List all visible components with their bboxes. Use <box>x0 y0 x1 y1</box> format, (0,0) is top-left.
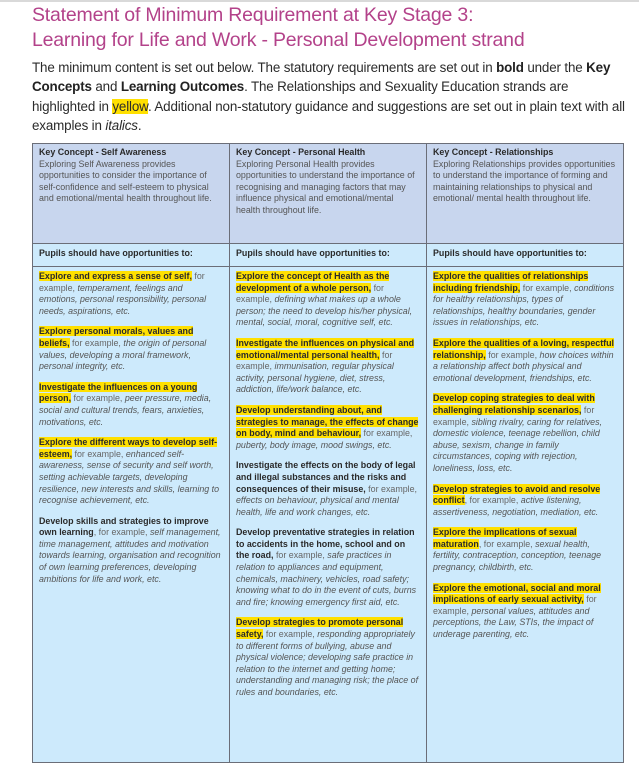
subheader-cell <box>230 244 427 267</box>
learning-outcome-item <box>39 382 223 428</box>
key-concept-description: Exploring Relationships provides opportunities to understand the importance of forming and maintaining relationships to physical and emotional/ mental health throughout life. <box>433 158 616 204</box>
key-concept-title: Key Concept - Self Awareness <box>39 147 167 157</box>
learning-outcome-item <box>39 326 223 372</box>
statutory-statement: Investigate the effects on the body of legal and illegal substances and the risks and consequences of their misuse, <box>236 460 416 494</box>
for-example-lead: for example, <box>263 629 318 640</box>
for-example-lead: for example, <box>365 483 418 494</box>
for-example-lead: for example, <box>39 271 205 293</box>
examples-text: enhanced self-awareness, sense of security and self worth, setting achievable targets, developing resilience, new interests and skills, learning to recognise achievement, etc. <box>39 448 220 506</box>
intro-paragraph <box>32 58 632 135</box>
subheader-cell <box>33 244 230 267</box>
statutory-statement-rse-highlighted: Explore the emotional, social and moral implications of early sexual activity, <box>433 582 601 605</box>
intro-text-1: The minimum content is set out below. The statutory requirements are set out in <box>32 60 497 75</box>
examples-text: the origin of personal values, developing a moral framework, personal integrity, etc. <box>39 337 207 372</box>
page-title: Statement of Minimum Requirement at Key Stage 3: <box>32 4 474 26</box>
for-example-lead: , for example, <box>478 538 536 549</box>
subheader-label: Pupils should have opportunities to: <box>39 248 193 258</box>
learning-outcome-item <box>236 271 420 329</box>
examples-text: responding appropriately to different forms of bullying, abuse and physical violence; developing safe practice in relation to the internet and getting home; understanding and managing risk; the place of rules and boundaries, etc. <box>236 629 419 697</box>
for-example-lead: for example, <box>433 404 595 427</box>
intro-text-4: . The Relationships and Sexuality Education strands are highlighted in <box>32 79 569 114</box>
learning-outcome-item <box>39 271 223 317</box>
statutory-statement-rse-highlighted: Investigate the influences on physical and emotional/mental personal health, <box>236 337 415 360</box>
learning-outcome-item <box>433 271 617 329</box>
for-example-lead: for example, <box>236 349 393 372</box>
learning-outcomes-relationships <box>427 267 624 763</box>
learning-outcomes-row <box>33 267 624 763</box>
subheader-cell <box>427 244 624 267</box>
for-example-lead: for example, <box>520 282 575 293</box>
examples-text: defining what makes up a whole person; the need to develop his/her physical, mental, social, moral, cognitive self, etc. <box>236 294 413 328</box>
intro-italic: italics <box>105 117 138 133</box>
subheader-row <box>33 244 624 267</box>
key-concept-cell <box>33 144 230 244</box>
statutory-statement-rse-highlighted: Explore the implications of sexual maturation <box>433 527 577 549</box>
subheader-label: Pupils should have opportunities to: <box>433 248 587 258</box>
key-concept-description: Exploring Self Awareness provides opportunities to consider the importance of self-confidence and self-esteem to physical and emotional/mental health throughout life. <box>39 158 212 204</box>
examples-text: personal values, attitudes and perceptions, the Law, STIs, the impact of underage parenting, etc. <box>433 605 594 640</box>
for-example-lead: , for example, <box>464 495 521 506</box>
key-concept-cell <box>230 144 427 244</box>
learning-outcome-item <box>236 617 420 698</box>
requirements-table <box>32 143 624 763</box>
statutory-statement-rse-highlighted: Develop strategies to promote personal safety, <box>236 617 404 640</box>
statutory-statement-rse-highlighted: Develop understanding about, and strategies to manage, the effects of change on body, mind and behaviour, <box>236 404 419 439</box>
learning-outcome-item <box>433 393 617 474</box>
for-example-lead: for example, <box>361 428 413 439</box>
learning-outcome-item <box>433 484 617 519</box>
examples-text: puberty, body image, mood swings, etc. <box>236 439 392 450</box>
for-example-lead: , for example, <box>93 527 150 538</box>
examples-text: peer pressure, media, social and cultural trends, fears, anxieties, motivations, etc. <box>39 393 212 427</box>
intro-text-5: . Additional non-statutory guidance and suggestions are set out in plain text with all examples in <box>32 98 625 133</box>
intro-text-2: under the <box>523 60 587 75</box>
intro-text-6: . <box>137 117 142 133</box>
learning-outcome-item <box>433 527 617 573</box>
statutory-statement-rse-highlighted: Investigate the influences on a young person, <box>39 381 198 404</box>
page-subtitle: Learning for Life and Work - Personal Development strand <box>32 29 525 51</box>
intro-highlight-yellow: yellow <box>112 98 148 114</box>
for-example-lead: for example, <box>485 349 540 360</box>
statutory-statement-rse-highlighted: Develop strategies to avoid and resolve conflict <box>433 483 601 506</box>
statutory-statement-rse-highlighted: Develop coping strategies to deal with challenging relationship scenarios, <box>433 393 595 415</box>
statutory-statement-rse-highlighted: Explore the qualities of a loving, respectful relationship, <box>433 337 614 360</box>
statutory-statement-rse-highlighted: Explore the different ways to develop self-esteem, <box>39 437 218 459</box>
for-example-lead: for example, <box>69 337 124 348</box>
examples-text: self management, time management, attitudes and motivation towards learning, organisation and recognition of own learning preferences, developing ambitions for life and work, etc. <box>39 527 221 584</box>
learning-outcome-item <box>433 583 617 641</box>
examples-text: how choices within a relationship affect both physical and emotional development, friendships, etc. <box>433 349 614 383</box>
intro-text-3: and <box>91 79 121 95</box>
examples-text: effects on behaviour, physical and mental health, life and work changes, etc. <box>236 495 399 517</box>
intro-bold-learning-outcomes: Learning Outcomes <box>120 79 245 95</box>
learning-outcome-item <box>236 405 420 451</box>
key-concept-description: Exploring Personal Health provides opportunities to understand the importance of recognising and managing factors that may influence physical and emotional/mental health throughout life. <box>236 158 415 215</box>
key-concept-title: Key Concept - Relationships <box>433 147 554 157</box>
for-example-lead: for example, <box>433 594 597 616</box>
for-example-lead: for example, <box>71 393 125 404</box>
examples-text: sibling rivalry, caring for relatives, domestic violence, teenage rebellion, child abuse, sexism, change in family circumstances, coping with rejection, loneliness, loss, etc. <box>433 416 603 473</box>
learning-outcome-item <box>236 338 420 396</box>
statutory-statement-rse-highlighted: Explore personal morals, values and beliefs, <box>39 326 194 348</box>
statutory-statement-rse-highlighted: Explore and express a sense of self, <box>39 271 192 281</box>
subheader-label: Pupils should have opportunities to: <box>236 248 390 258</box>
learning-outcome-item <box>39 437 223 507</box>
examples-text: safe practices in relation to appliances and equipment, chemicals, machinery, vehicles, road safety; knowing what to do in the event of cuts, burns and fire; knowing emergency first aid, etc. <box>236 550 417 607</box>
intro-bold-bold: bold <box>496 60 524 75</box>
statutory-statement-rse-highlighted: Explore the qualities of relationships including friendship, <box>433 271 589 293</box>
examples-text: active listening, assertiveness, negotiation, mediation, etc. <box>433 495 599 517</box>
examples-text: conditions for healthy relationships, types of relationships, healthy boundaries, gender issues in relationships, etc. <box>433 282 615 328</box>
statutory-statement: Develop preventative strategies in relation to accidents in the home, school and on the road, <box>236 527 415 561</box>
statutory-statement-rse-highlighted: Explore the concept of Health as the development of a whole person, <box>236 271 390 293</box>
learning-outcome-item <box>39 516 223 586</box>
key-concepts-row <box>33 144 624 244</box>
top-divider <box>0 0 639 2</box>
examples-text: sexual health, fertility, contraception, conception, teenage pregnancy, childbirth, etc. <box>433 538 602 573</box>
statutory-statement: Develop skills and strategies to improve own learning <box>39 515 209 538</box>
for-example-lead: for example, <box>236 282 384 305</box>
learning-outcomes-self-awareness <box>33 267 230 763</box>
learning-outcome-item <box>236 527 420 608</box>
examples-text: immunisation, regular physical activity, personal hygiene, diet, stress, addiction, life/work balance, etc. <box>236 361 394 395</box>
learning-outcome-item <box>433 338 617 384</box>
learning-outcome-item <box>236 460 420 518</box>
intro-bold-key-concepts: Key Concepts <box>32 60 611 95</box>
learning-outcomes-personal-health <box>230 267 427 763</box>
key-concept-title: Key Concept - Personal Health <box>236 147 366 157</box>
for-example-lead: for example, <box>273 550 328 561</box>
key-concept-cell <box>427 144 624 244</box>
for-example-lead: for example, <box>72 448 126 459</box>
examples-text: temperament, feelings and emotions, personal responsibility, personal needs, aspirations, etc. <box>39 282 207 316</box>
